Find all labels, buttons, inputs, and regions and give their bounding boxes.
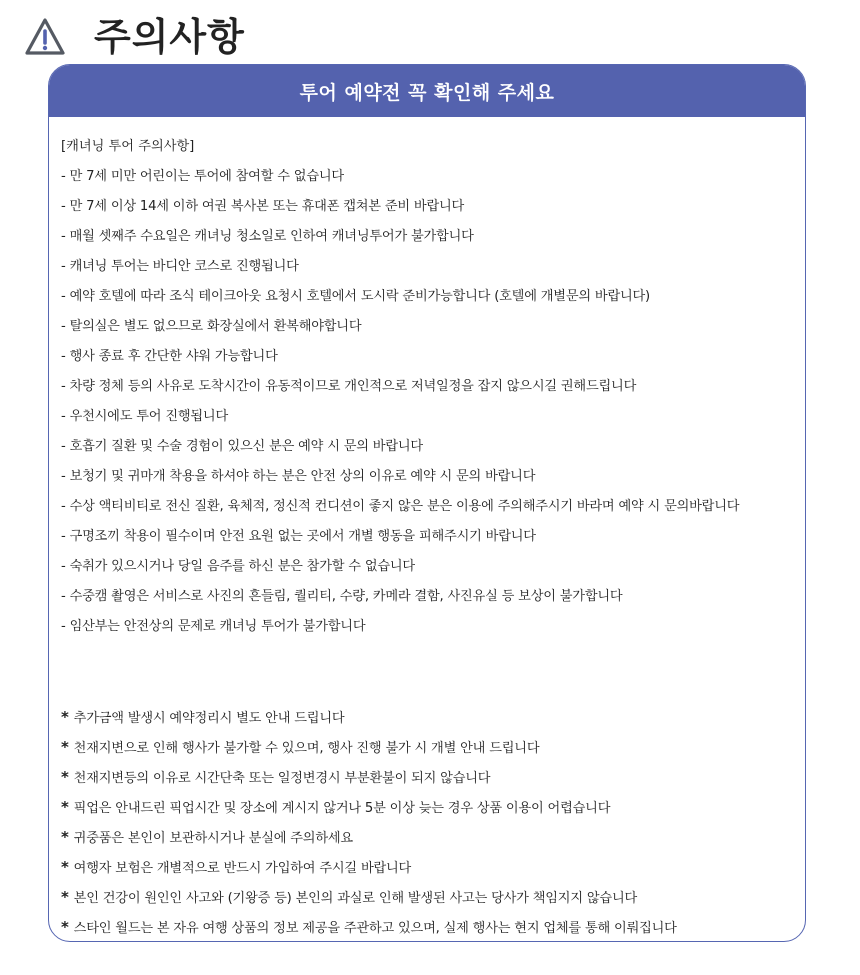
rule-item: - 만 7세 이상 14세 이하 여권 복사본 또는 휴대폰 캡쳐본 준비 바랍니다 xyxy=(61,192,805,222)
rule-item: - 차량 정체 등의 사유로 도착시간이 유동적이므로 개인적으로 저녁일정을 잡지 않으시길 권해드립니다 xyxy=(61,372,805,402)
rule-item: - 예약 호텔에 따라 조식 테이크아웃 요청시 호텔에서 도시락 준비가능합니다 (호텔에 개별문의 바랍니다) xyxy=(61,282,805,312)
note-item: * 픽업은 안내드린 픽업시간 및 장소에 계시지 않거나 5분 이상 늦는 경우 상품 이용이 어렵습니다 xyxy=(61,792,805,822)
rule-item: - 매월 셋째주 수요일은 캐녀닝 청소일로 인하여 캐녀닝투어가 불가합니다 xyxy=(61,222,805,252)
notice-box-header xyxy=(49,65,805,117)
section-heading: [캐녀닝 투어 주의사항] xyxy=(61,139,195,154)
rule-item: - 보청기 및 귀마개 착용을 하셔야 하는 분은 안전 상의 이유로 예약 시 문의 바랍니다 xyxy=(61,462,805,492)
rule-item: - 임산부는 안전상의 문제로 캐녀닝 투어가 불가합니다 xyxy=(61,612,805,642)
notice-box xyxy=(48,64,806,942)
rule-item: - 캐녀닝 투어는 바디안 코스로 진행됩니다 xyxy=(61,252,805,282)
note-item: * 천재지변등의 이유로 시간단축 또는 일정변경시 부분환불이 되지 않습니다 xyxy=(61,762,805,792)
note-item: * 본인 건강이 원인인 사고와 (기왕증 등) 본인의 과실로 인해 발생된 사고는 당사가 책임지지 않습니다 xyxy=(61,882,805,912)
warning-icon xyxy=(24,17,66,57)
rule-item: - 호흡기 질환 및 수술 경험이 있으신 분은 예약 시 문의 바랍니다 xyxy=(61,432,805,462)
rule-item: - 수중캠 촬영은 서비스로 사진의 흔들림, 퀄리티, 수량, 카메라 결함, 사진유실 등 보상이 불가합니다 xyxy=(61,582,805,612)
notice-box-title: 투어 예약전 꼭 확인해 주세요 xyxy=(299,81,555,104)
note-item: * 천재지변으로 인해 행사가 불가할 수 있으며, 행사 진행 불가 시 개별 안내 드립니다 xyxy=(61,732,805,762)
note-item: * 추가금액 발생시 예약정리시 별도 안내 드립니다 xyxy=(61,702,805,732)
rule-item: - 수상 액티비티로 전신 질환, 육체적, 정신적 컨디션이 좋지 않은 분은 이용에 주의해주시기 바라며 예약 시 문의바랍니다 xyxy=(61,492,805,522)
rule-item: - 구명조끼 착용이 필수이며 안전 요원 없는 곳에서 개별 행동을 피해주시기 바랍니다 xyxy=(61,522,805,552)
rule-item: - 행사 종료 후 간단한 샤워 가능합니다 xyxy=(61,342,805,372)
notes-list xyxy=(61,702,805,942)
rule-item: - 숙취가 있으시거나 당일 음주를 하신 분은 참가할 수 없습니다 xyxy=(61,552,805,582)
note-item: * 여행자 보험은 개별적으로 반드시 가입하여 주시길 바랍니다 xyxy=(61,852,805,882)
rule-item: - 만 7세 미만 어린이는 투어에 참여할 수 없습니다 xyxy=(61,162,805,192)
notice-box-body xyxy=(49,117,805,942)
note-item: * 귀중품은 본인이 보관하시거나 분실에 주의하세요 xyxy=(61,822,805,852)
rule-item: - 우천시에도 투어 진행됩니다 xyxy=(61,402,805,432)
page-title: 주의사항 xyxy=(94,15,245,59)
rule-item: - 탈의실은 별도 없으므로 화장실에서 환복해야합니다 xyxy=(61,312,805,342)
note-item: * 스타인 월드는 본 자유 여행 상품의 정보 제공을 주관하고 있으며, 실제 행사는 현지 업체를 통해 이뤄집니다 xyxy=(61,912,805,942)
page-header xyxy=(24,12,245,62)
rules-list xyxy=(61,162,805,642)
